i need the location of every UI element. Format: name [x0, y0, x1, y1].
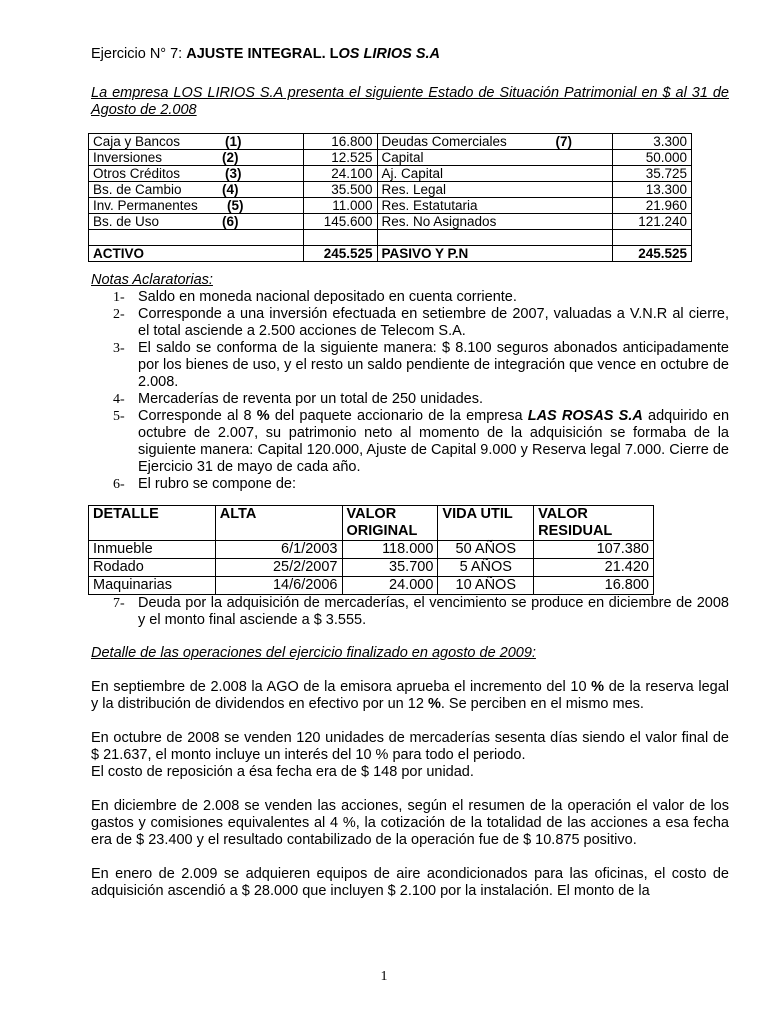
table-row: Inversiones (2) 12.525 Capital 50.000 [89, 150, 692, 166]
notes-list-continued [91, 595, 729, 629]
title-main: AJUSTE INTEGRAL. L [186, 46, 339, 62]
operation-paragraph: En diciembre de 2.008 se venden las acciones, según el resumen de la operación el valor de los gastos y comisiones equivalentes al 4 %, la cotización de la totalidad de las acciones a esa fecha era de $ 23.400 y el resultado contabilizado de la operación fue de $ 10.875 positivo. [91, 798, 729, 848]
table-row: Bs. de Uso (6) 145.600 Res. No Asignados 121.240 [89, 214, 692, 230]
col-header: VALOR ORIGINAL [342, 506, 438, 541]
note-item: 4- Mercaderías de reventa por un total de 250 unidades. [113, 391, 484, 407]
operation-paragraph: En octubre de 2008 se venden 120 unidades de mercaderías sesenta días siendo el valor final de $ 21.637, el monto incluye un interés del 10 % para todo el periodo. El costo de reposición a ésa fecha era de $ 148 por unidad. [91, 730, 729, 780]
note-item: 3- El saldo se conforma de la siguiente manera: $ 8.100 seguros abonados anticipadamente por los bienes de uso, y el resto un saldo pendiente de integración que vence en octubre de 2.008. [113, 340, 729, 390]
note-item: 2- Corresponde a una inversión efectuada en setiembre de 2007, valuadas a V.N.R al cierre, el total asciende a 2.500 acciones de Telecom S.A. [113, 306, 729, 339]
page-number: 1 [380, 969, 388, 984]
notes-list [91, 289, 729, 493]
col-header: DETALLE [89, 506, 216, 541]
table-row: Caja y Bancos (1) 16.800 Deudas Comerciales (7) 3.300 [89, 134, 692, 150]
table-row: Rodado 25/2/2007 35.700 5 AÑOS 21.420 [89, 559, 654, 577]
note-item: 5- Corresponde al 8 % del paquete accionario de la empresa LAS ROSAS S.A adquirido en octubre de 2.007, su patrimonio neto al momento de la adquisición se formaba de la siguiente manera: Capital 120.000, Ajuste de Capital 9.000 y Reserva legal 7.000. Cierre de Ejercicio 31 de mayo de cada año. [113, 408, 730, 475]
table-row: Maquinarias 14/6/2006 24.000 10 AÑOS 16.800 [89, 577, 654, 595]
fixed-assets-table [88, 505, 654, 595]
operation-paragraph: En enero de 2.009 se adquieren equipos de aire acondicionados para las oficinas, el costo de adquisición ascendió a $ 28.000 que incluyen $ 2.100 por la instalación. El monto de la [91, 866, 729, 899]
table-row: Bs. de Cambio (4) 35.500 Res. Legal 13.300 [89, 182, 692, 198]
notes-title: Notas Aclaratorias: [91, 272, 213, 288]
operation-paragraph: En septiembre de 2.008 la AGO de la emisora aprueba el incremento del 10 % de la reserva legal y la distribución de dividendos en efectivo por un 12 %. Se perciben en el mismo mes. [91, 679, 729, 712]
balance-sheet-table [88, 133, 692, 262]
note-item: 1- Saldo en moneda nacional depositado en cuenta corriente. [113, 289, 517, 305]
table-row: Otros Créditos (3) 24.100 Aj. Capital 35.725 [89, 166, 692, 182]
col-header: VALOR RESIDUAL [534, 506, 654, 541]
table-row: Inv. Permanentes (5) 11.000 Res. Estatutaria 21.960 [89, 198, 692, 214]
document-page [91, 46, 729, 900]
exercise-title [91, 46, 729, 63]
operations-title: Detalle de las operaciones del ejercicio finalizado en agosto de 2009: [91, 645, 536, 661]
intro-text: La empresa LOS LIRIOS S.A presenta el siguiente Estado de Situación Patrimonial en $ al 31 de Agosto de 2.008 [91, 85, 729, 118]
company-name: LAS ROSAS S.A [527, 408, 643, 424]
col-header: ALTA [215, 506, 342, 541]
col-header: VIDA UTIL [438, 506, 534, 541]
note-item: 6- El rubro se compone de: [113, 476, 296, 492]
title-company: OS LIRIOS S.A [338, 46, 441, 62]
note-item: 7- Deuda por la adquisición de mercaderías, el vencimiento se produce en diciembre de 2008 y el monto final asciende a $ 3.555. [113, 595, 729, 628]
totals-row: ACTIVO 245.525 PASIVO Y P.N 245.525 [89, 246, 692, 262]
blank-row [89, 230, 692, 246]
table-row: Inmueble 6/1/2003 118.000 50 AÑOS 107.380 [89, 541, 654, 559]
title-prefix: Ejercicio N° 7: [91, 46, 187, 62]
